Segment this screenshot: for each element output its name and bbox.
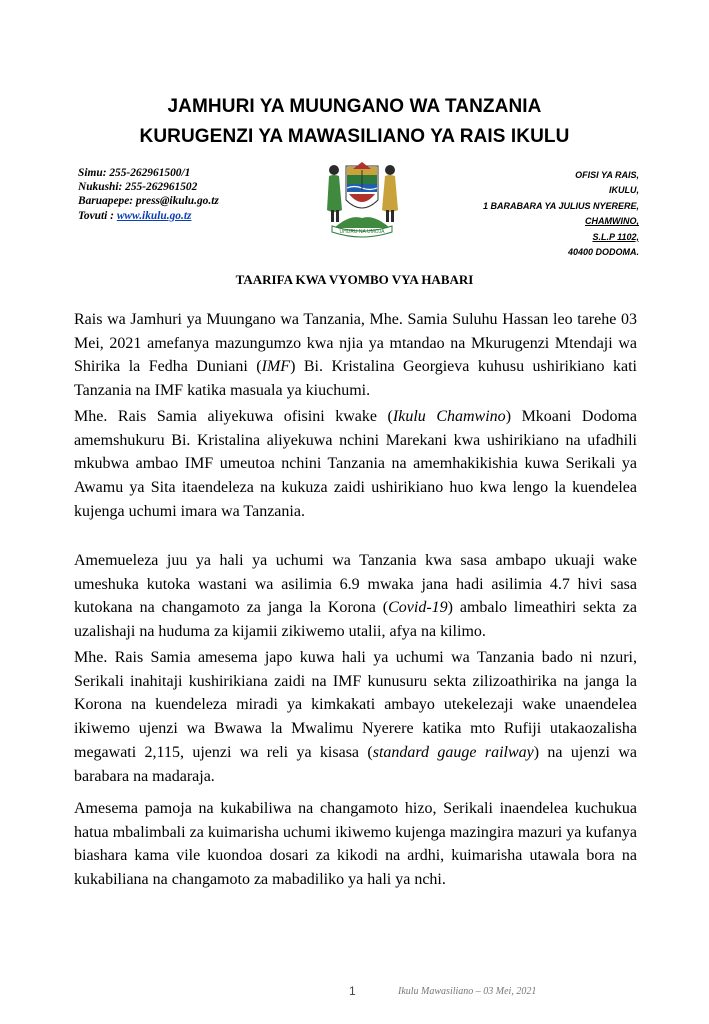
paragraph-italic-text: standard gauge railway [372,743,534,761]
footer-note: Ikulu Mawasiliano – 03 Mei, 2021 [398,986,537,997]
paragraph-text: ) Mkoani Dodoma amemshukuru Bi. Kristalina aliyekuwa nchini Marekani kwa ushirikiano na ufadhili mkubwa ambao IMF umeutoa nchini Tanzania na amemhakikishia kuwa Serikali ya Awamu ya Sita itaendeleza na kukuza zaidi ushirikiano huo kwa lengo la kuendelea kujenga uchumi imara wa Tanzania. [74,408,638,520]
address-line: OFISI YA RAIS, [575,170,639,180]
address-line: CHAMWINO, [585,216,639,227]
paragraph-text: Mhe. Rais Samia amesema japo kuwa hali ya uchumi wa Tanzania bado ni nzuri, Serikali inahitaji kushirikiana zaidi na IMF kunusuru sekta zilizoathirika na janga la Korona na kuendeleza miradi ya kimkakati ambayo utekelezaji wake unaendelea ikiwemo ujenzi wa Bwawa la Mwalimu Nyerere katika mto Rufiji utakaozalisha megawati 2,115, ujenzi wa reli ya kisasa ( [74,649,637,761]
website-label: Tovuti : [78,209,117,222]
paragraph-text: Rais wa Jamhuri ya Muungano wa Tanzania, Mhe. Samia Suluhu Hassan leo tarehe 03 Mei, 2021 amefanya mazungumzo kwa njia ya mtandao na Mkurugenzi Mtendaji wa Shirika la Fedha Duniani ( [74,311,637,376]
mountain-base [334,217,390,228]
paragraph-text: Amemueleza juu ya hali ya uchumi wa Tanzania kwa sasa ambapo ukuaji wake umeshuka kutoka wastani wa asilimia 6.9 mwaka jana hadi asilimia 4.7 hivi sasa kutokana na changamoto za janga la Korona ( [74,552,637,617]
paragraph-5: Amesema pamoja na kukabiliwa na changamoto hizo, Serikali inaendelea kuchukua hatua mbalimbali za kuimarisha uchumi ikiwemo kujenga mazingira mazuri ya kufanya biashara kama vile kuondoa dosari za kikodi na ardhi, kuimarisha utawala bora na kukabiliana na changamoto za mabadiliko ya hali ya nchi. [74,800,637,889]
paragraph-italic-text: IMF [261,358,291,376]
email-line: Baruapepe: press@ikulu.go.tz [78,195,219,208]
paragraph-italic-text: Covid-19 [388,599,448,617]
press-release-title: TAARIFA KWA VYOMBO VYA HABARI [235,272,474,287]
address-line: 40400 DODOMA. [567,247,639,258]
paragraph-3 [74,549,637,644]
paragraph-text: ) ambalo limeathiri sekta za uzalishaji na huduma za kijamii zikiwemo utalii, afya na kilimo. [74,599,638,641]
page-number: 1 [349,984,356,998]
paragraph-text: ) Bi. Kristalina Georgieva kuhusu ushirikiano kati Tanzania na IMF katika masuala ya kiuchumi. [74,358,638,400]
paragraph-1 [74,308,637,403]
paragraph-text: Mhe. Rais Samia aliyekuwa ofisini kwake ( [74,408,393,425]
address-line: S.L.P 1102, [592,231,639,242]
address-line: IKULU, [609,185,639,196]
website-link[interactable]: www.ikulu.go.tz [116,209,192,222]
header-line-1: JAMHURI YA MUUNGANO WA TANZANIA [167,96,542,117]
supporter-left-figure [327,165,342,222]
supporter-right-figure [382,165,398,222]
coat-of-arms-seal [320,156,404,240]
paragraph-text: ) na ujenzi wa barabara na madaraja. [74,743,637,785]
fax-line: Nukushi: 255-262961502 [78,181,198,194]
phone-line: Simu: 255-262961500/1 [78,167,191,179]
office-address [483,168,639,260]
website-line [78,209,219,223]
shield [346,162,378,208]
seal-motto-text: UHURU NA UMOJA [339,229,385,235]
paragraph-4 [74,646,637,788]
header-line-2: KURUGENZI YA MAWASILIANO YA RAIS IKULU [139,126,570,147]
address-line: 1 BARABARA YA JULIUS NYERERE, [482,200,639,211]
paragraph-italic-text: Ikulu Chamwino [392,408,506,425]
paragraph-2 [74,405,637,524]
contact-block [78,166,219,223]
